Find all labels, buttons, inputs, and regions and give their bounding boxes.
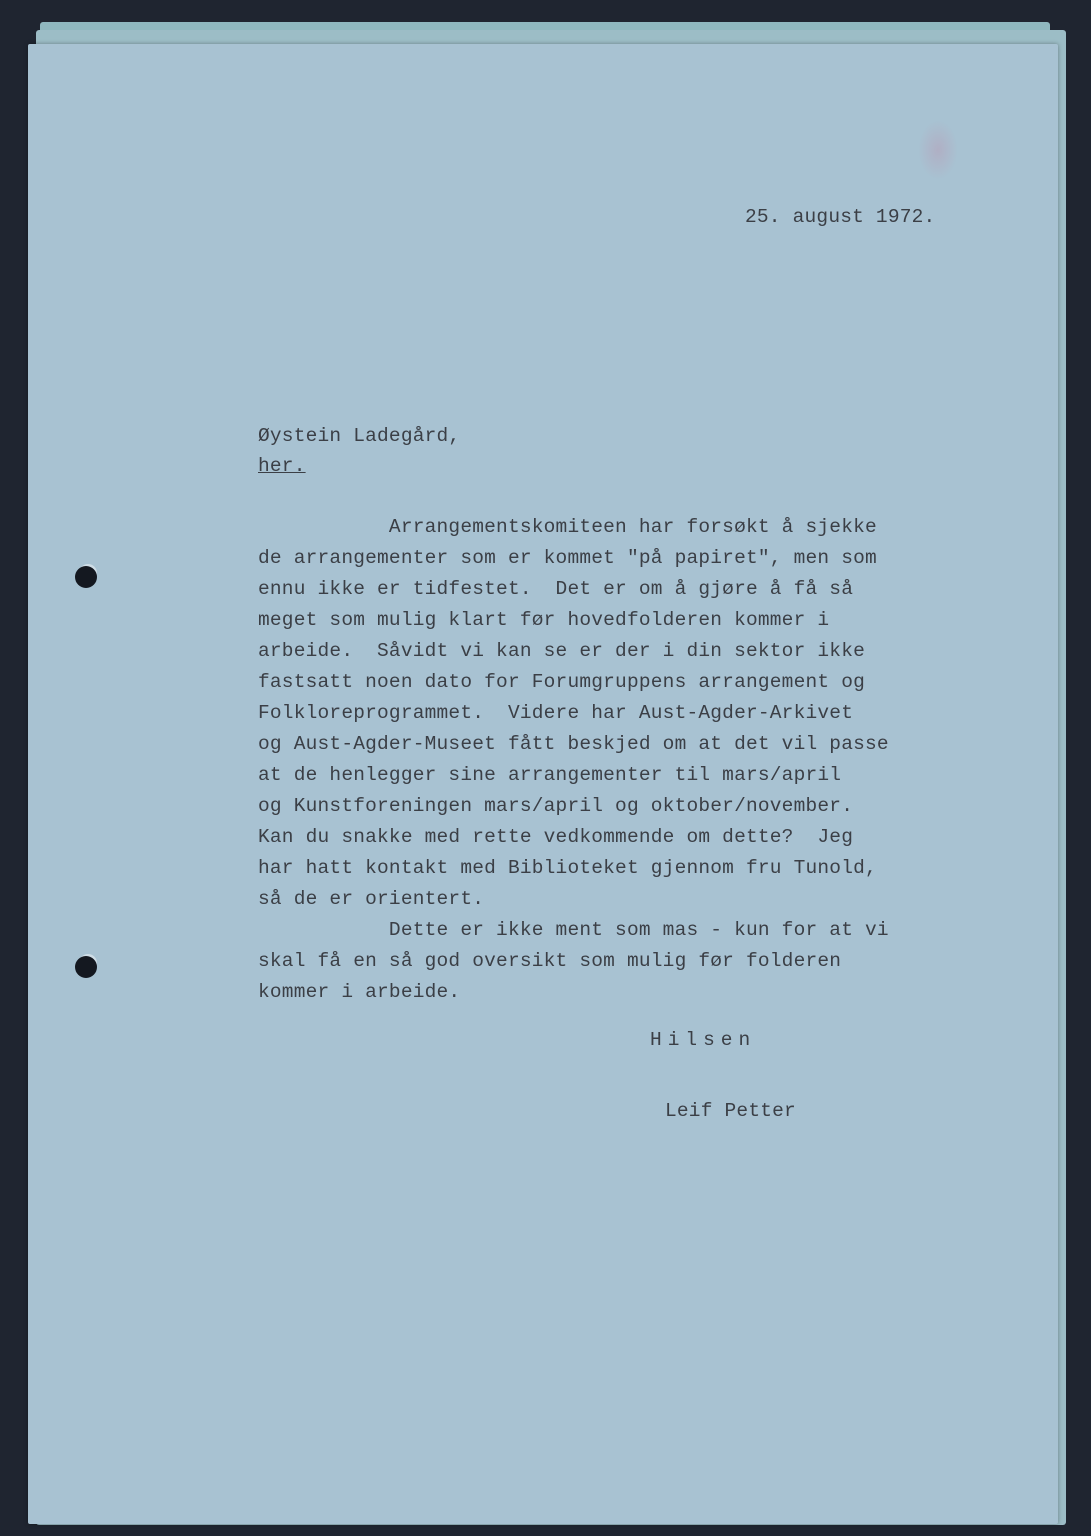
body-line: har hatt kontakt med Biblioteket gjennom fru Tunold, — [258, 857, 877, 879]
body-line: Folkloreprogrammet. Videre har Aust-Agder-Arkivet — [258, 702, 854, 724]
recipient-name: Øystein Ladegård, — [258, 425, 461, 447]
body-line: arbeide. Såvidt vi kan se er der i din sektor ikke — [258, 640, 865, 662]
body-line: meget som mulig klart før hovedfolderen kommer i — [258, 609, 830, 631]
letter-greeting: Hilsen — [650, 1029, 757, 1051]
letter-signature: Leif Petter — [665, 1100, 796, 1122]
body-line: skal få en så god oversikt som mulig før folderen — [258, 950, 842, 972]
body-line: kommer i arbeide. — [258, 981, 461, 1003]
letter-body — [258, 512, 889, 1008]
body-line: ennu ikke er tidfestet. Det er om å gjøre å få så — [258, 578, 854, 600]
punch-hole-bottom — [75, 956, 97, 978]
letter-date: 25. august 1972. — [745, 206, 936, 228]
body-line: Dette er ikke ment som mas - kun for at vi — [258, 919, 889, 941]
punch-hole-top — [75, 566, 97, 588]
body-line: de arrangementer som er kommet "på papiret", men som — [258, 547, 877, 569]
body-line: Arrangementskomiteen har forsøkt å sjekke — [258, 516, 877, 538]
body-line: at de henlegger sine arrangementer til mars/april — [258, 764, 842, 786]
body-line: og Kunstforeningen mars/april og oktober/november. — [258, 795, 854, 817]
body-line: så de er orientert. — [258, 888, 485, 910]
recipient-place: her. — [258, 455, 306, 477]
body-line: fastsatt noen dato for Forumgruppens arrangement og — [258, 671, 865, 693]
body-line: og Aust-Agder-Museet fått beskjed om at det vil passe — [258, 733, 889, 755]
body-line: Kan du snakke med rette vedkommende om dette? Jeg — [258, 826, 854, 848]
ink-stain — [918, 120, 958, 180]
